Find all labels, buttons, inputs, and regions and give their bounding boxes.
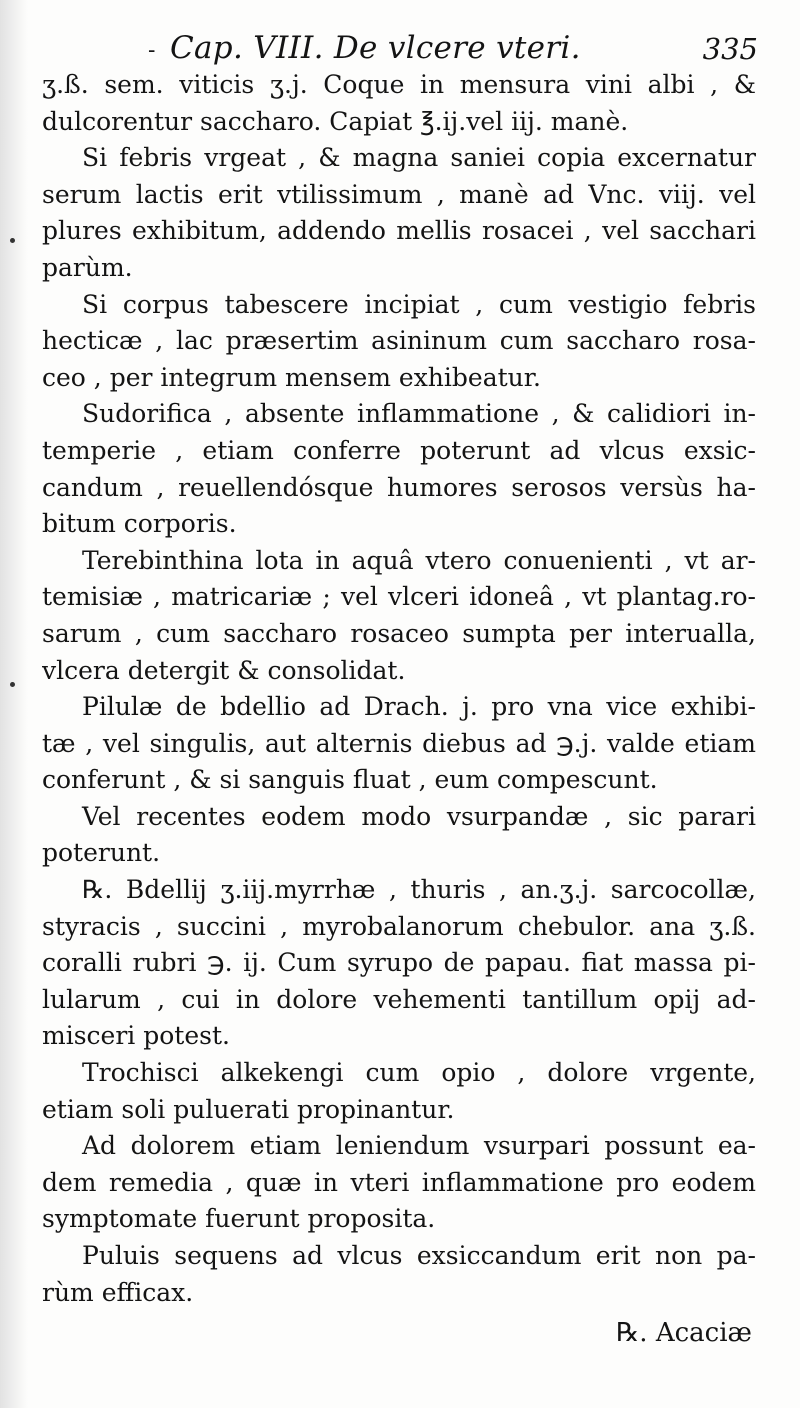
margin-speck (10, 238, 15, 243)
text-line: Terebinthina lota in aquâ vtero conuenienti , vt ar- (82, 545, 756, 575)
text-line: parùm. (42, 252, 133, 282)
text-block (42, 67, 756, 1311)
text-line: conferunt , & si sanguis fluat , eum compescunt. (42, 765, 658, 795)
text-line: Si febris vrgeat , & magna saniei copia excernatur (82, 143, 756, 173)
text-line: Vel recentes eodem modo vsurpandæ , sic parari (82, 801, 756, 831)
text-line: dulcorentur saccharo. Capiat ℥.ij.vel iij. manè. (42, 106, 629, 136)
text-line: tæ , vel singulis, aut alternis diebus ad ℈.j. valde etiam (42, 728, 756, 758)
text-line: vlcera detergit & consolidat. (42, 655, 406, 685)
text-line: bitum corporis. (42, 509, 237, 539)
text-line: plures exhibitum, addendo mellis rosacei , vel sacchari (42, 216, 756, 246)
page-binding-shadow (0, 0, 28, 1408)
text-line: rùm efficax. (42, 1277, 194, 1307)
text-line: misceri potest. (42, 1021, 230, 1051)
running-head-title: Cap. VIII. De vlcere vteri. (170, 30, 581, 66)
text-line: temperie , etiam conferre poterunt ad vlcus exsic- (42, 435, 756, 465)
text-line: Trochisci alkekengi cum opio , dolore vrgente, (82, 1058, 756, 1088)
text-line: etiam soli puluerati propinantur. (42, 1094, 455, 1124)
text-line: lularum , cui in dolore vehementi tantillum opij ad- (42, 984, 756, 1014)
text-line: symptomate fuerunt proposita. (42, 1204, 436, 1234)
text-line: Pilulæ de bdellio ad Drach. j. pro vna vice exhibi- (82, 692, 756, 722)
text-line: ʒ.ß. sem. viticis ʒ.j. Coque in mensura vini albi , & (42, 70, 756, 99)
text-line: styracis , succini , myrobalanorum chebulor. ana ʒ.ß. (42, 911, 756, 941)
text-line: Sudorifica , absente inflammatione , & calidiori in- (82, 399, 756, 429)
running-head-dash: - (148, 38, 156, 63)
text-line: poterunt. (42, 838, 161, 868)
text-line: serum lactis erit vtilissimum , manè ad Vnc. viij. vel (42, 179, 756, 209)
page-number: 335 (702, 32, 758, 66)
text-line: coralli rubri ℈. ij. Cum syrupo de papau. fiat massa pi- (42, 948, 756, 978)
margin-speck (10, 682, 15, 687)
text-line: dem remedia , quæ in vteri inflammatione pro eodem (42, 1167, 756, 1197)
text-line: ℞. Bdellij ʒ.iij.myrrhæ , thuris , an.ʒ.j. sarcocollæ, (82, 875, 756, 905)
text-line: temisiæ , matricariæ ; vel vlceri idoneâ , vt plantag.ro- (42, 582, 756, 612)
text-line: Si corpus tabescere incipiat , cum vestigio febris (82, 289, 756, 319)
text-line: hecticæ , lac præsertim asininum cum saccharo rosa- (42, 326, 756, 356)
catchword: ℞. Acaciæ (616, 1318, 752, 1348)
text-line: Puluis sequens ad vlcus exsiccandum erit non pa- (82, 1241, 756, 1270)
text-line: sarum , cum saccharo rosaceo sumpta per interualla, (42, 618, 756, 648)
text-line: ceo , per integrum mensem exhibeatur. (42, 362, 541, 392)
text-line: Ad dolorem etiam leniendum vsurpari possunt ea- (82, 1131, 756, 1161)
running-head (0, 18, 800, 68)
text-line: candum , reuellendósque humores serosos versùs ha- (42, 472, 756, 502)
